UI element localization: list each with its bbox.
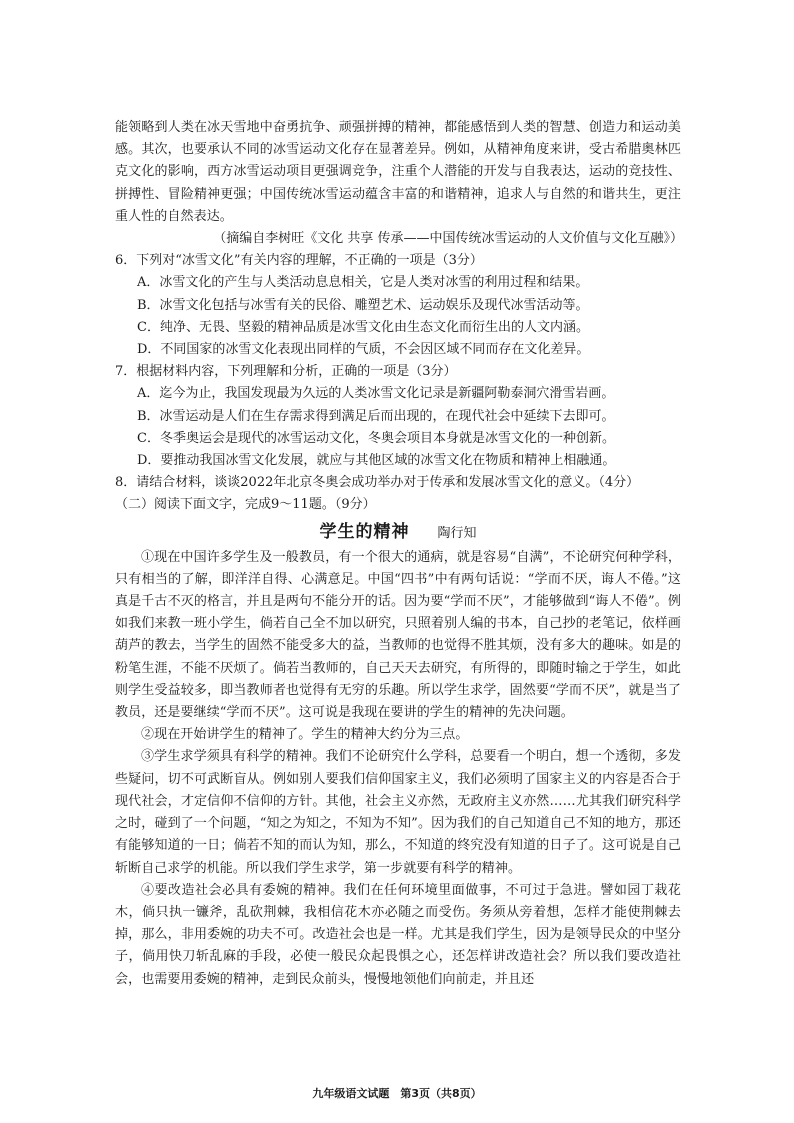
passage-continuation: 能领略到人类在冰天雪地中奋勇抗争、顽强拼搏的精神，都能感悟到人类的智慧、创造力和运动美感。其次，也要承认不同的冰雪运动文化存在显著差异。例如，从精神角度来讲，受古希腊奥林匹克文化的影响，西方冰雪运动项目更强调竞争，注重个人潜能的开发与自我表达，运动的竞技性、拼搏性、冒险精神更强；中国传统冰雪运动蕴含丰富的和谐精神，追求人与自然的和谐共生，更注重人性的自然表达。 (115, 120, 681, 224)
page-content (115, 117, 681, 991)
option-d: D．要推动我国冰雪文化发展，就应与其他区域的冰雪文化在物质和精神上相融通。 (137, 453, 616, 469)
question-8 (115, 472, 681, 494)
question-6 (115, 250, 681, 361)
paragraph-3: ③学生求学须具有科学的精神。我们不论研究什么学科，总要看一个明白，想一个透彻，多发些疑问，切不可武断盲从。例如别人要我们信仰国家主义，我们必须明了国家主义的内容是否合于现代社会，才定信仰不信仰的方针。其他，社会主义亦然，无政府主义亦然……尤其我们研究科学之时，碰到了一个问题，“知之为知之，不知为不知”。因为我们的自己知道自己不知的地方，那还有能够知道的一日；倘若不知的而认为知，那么，不知道的终究没有知道的日子了。这可说是自己斩断自己求学的机能。所以我们学生求学，第一步就要有科学的精神。 (115, 749, 681, 876)
article-author: 陶行知 (437, 525, 477, 541)
option-b: B．冰雪运动是人们在生存需求得到满足后而出现的，在现代社会中延续下去即可。 (137, 408, 615, 424)
article-title: 学生的精神 (319, 521, 410, 542)
question-stem: 6．下列对“冰雪文化”有关内容的理解，不正确的一项是（3分） (115, 253, 483, 269)
option-c: C．纯净、无畏、坚毅的精神品质是冰雪文化由生态文化而衍生出的人文内涵。 (137, 319, 589, 335)
paragraph-1: ①现在中国许多学生及一般教员，有一个很大的通病，就是容易“自满”，不论研究何种学科，只有相当的了解，即洋洋自得、心满意足。中国“四书”中有两句话说：“学而不厌，诲人不倦。”这真是千古不灭的格言，并且是两句不能分开的话。因为要“学而不厌”，才能够做到“诲人不倦”。例如我们来教一班小学生，倘若自己全不加以研究，只照着别人编的书本，自己抄的老笔记，依样画葫芦的教去，当学生的固然不能受多大的益，当教师的也觉得不胜其烦，没有多大的趣味。如是的粉笔生涯，不能不厌烦了。倘若当教师的，自己天天去研究，有所得的，即随时输之于学生，如此则学生受益较多，即当教师者也觉得有无穷的乐趣。所以学生求学，固然要“学而不厌”，就是当了教员，还是要继续“学而不厌”。这可说是我现在要讲的学生的精神的先决问题。 (115, 549, 681, 721)
page-footer: 九年级语文试题 第3页（共8页） (312, 1087, 482, 1100)
question-stem: 8．请结合材料，谈谈2022年北京冬奥会成功举办对于传承和发展冰雪文化的意义。（4分） (115, 475, 640, 491)
article-title-row (115, 519, 681, 547)
option-d: D．不同国家的冰雪文化表现出同样的气质，不会因区域不同而存在文化差异。 (137, 342, 590, 358)
question-stem: 7．根据材料内容，下列理解和分析，正确的一项是（3分） (115, 364, 457, 380)
paragraph-4: ④要改造社会必具有委婉的精神。我们在任何环境里面做事，不可过于急进。譬如园丁栽花木，倘只执一镰斧，乱砍荆棘，我相信花木亦必随之而受伤。务须从旁着想，怎样才能使荆棘去掉，那么，非用委婉的功夫不可。改造社会也是一样。尤其是我们学生，因为是领导民众的中坚分子，倘用快刀斩乱麻的手段，必使一般民众起畏惧之心，还怎样讲改造社会？所以我们要改造社会，也需要用委婉的精神，走到民众前头，慢慢地领他们向前走，并且还 (115, 882, 681, 987)
option-c: C．冬季奥运会是现代的冰雪运动文化，冬奥会项目本身就是冰雪文化的一种创新。 (137, 430, 615, 446)
paragraph-2: ②现在开始讲学生的精神了。学生的精神大约分为三点。 (141, 727, 469, 743)
option-b: B．冰雪文化包括与冰雪有关的民俗、雕塑艺术、运动娱乐及现代冰雪活动等。 (137, 297, 589, 313)
section-heading: （二）阅读下面文字，完成9～11题。（9分） (115, 497, 376, 513)
option-a: A．冰雪文化的产生与人类活动息息相关，它是人类对冰雪的利用过程和结果。 (137, 275, 589, 291)
option-a: A．迄今为止，我国发现最为久远的人类冰雪文化记录是新疆阿勒泰洞穴滑雪岩画。 (137, 386, 615, 402)
question-7 (115, 361, 681, 472)
source-citation: （摘编自李树旺《文化 共享 传承——中国传统冰雪运动的人文价值与文化互融》） (213, 231, 683, 247)
